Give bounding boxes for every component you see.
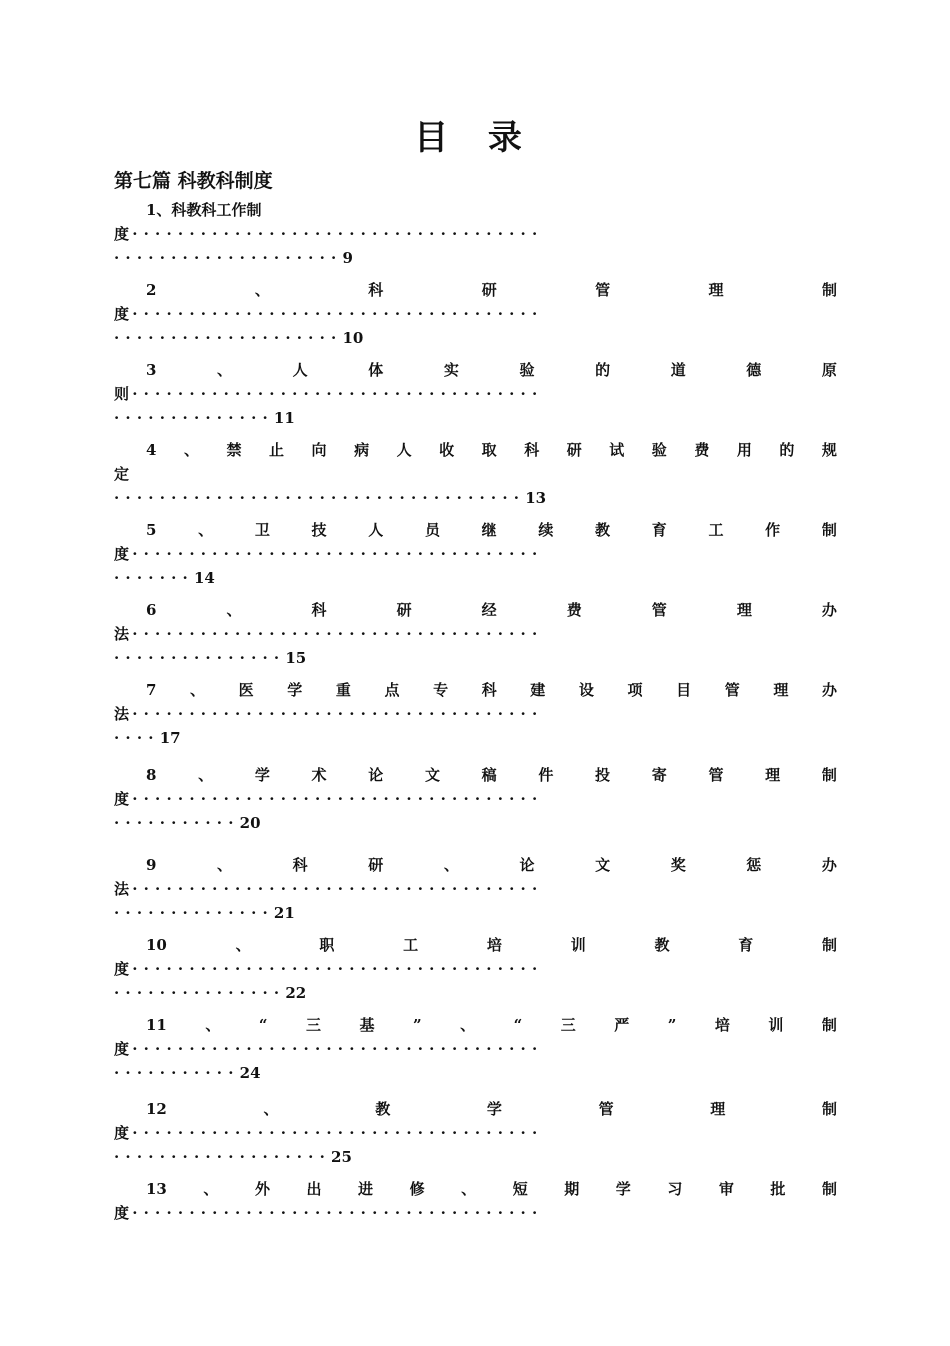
toc-entry-title xyxy=(114,1177,837,1201)
toc-entry-title-tail: 法 xyxy=(114,880,133,898)
leader-dots: ···································· xyxy=(132,225,544,243)
toc-entry-title-part: 、 xyxy=(183,441,199,459)
toc-entry-title-part: 育 xyxy=(738,936,754,954)
toc-entry-title-part: 奖 xyxy=(670,856,686,874)
toc-entry-title-part: 用 xyxy=(736,441,752,459)
toc-entry-title-part: 管 xyxy=(595,281,611,299)
toc-entry-title-part: 、 xyxy=(217,856,233,874)
toc-entry-title-part: 出 xyxy=(306,1180,322,1198)
page-number: 22 xyxy=(285,984,307,1002)
toc-entry-title-part: 制 xyxy=(821,766,837,784)
toc-entry-title-part: 继 xyxy=(481,521,497,539)
toc-entry-title-part: 体 xyxy=(368,361,384,379)
toc-entry-title-part: 经 xyxy=(481,601,497,619)
toc-entry-title-part: 1、科教科工作制 xyxy=(146,201,262,219)
toc-entry-title-part: 外 xyxy=(254,1180,270,1198)
leader-dots: ·············· xyxy=(114,904,274,922)
toc-entry-title-part: 制 xyxy=(821,1016,837,1034)
toc-entry-title-part: 验 xyxy=(519,361,535,379)
toc-entry-title-part: 文 xyxy=(424,766,440,784)
toc-entry-title-part: 、 xyxy=(226,601,242,619)
toc-entry-title-part: 理 xyxy=(708,281,724,299)
leader-dots: ···································· xyxy=(132,1204,544,1222)
leader-dots: ···················· xyxy=(114,329,343,347)
toc-entry-title-tail: 法 xyxy=(114,625,133,643)
toc-entry-title-part: 止 xyxy=(269,441,285,459)
toc-entry-title-part: 制 xyxy=(821,281,837,299)
toc-entry-title-part: 理 xyxy=(736,601,752,619)
leader-dots: ···································· xyxy=(132,305,544,323)
page-number: 17 xyxy=(159,729,181,747)
toc-entry-title-part: 人 xyxy=(396,441,412,459)
toc-entry-title xyxy=(114,598,837,622)
toc-entry-title-part: 论 xyxy=(519,856,535,874)
leader-dots: ··················· xyxy=(114,1148,332,1166)
toc-entry-title-part: 惩 xyxy=(746,856,762,874)
toc-entry-title-part: 科 xyxy=(292,856,308,874)
toc-entry-title-part: 、 xyxy=(217,361,233,379)
toc-entry-title-part: 管 xyxy=(724,681,740,699)
leader-dots: ··········· xyxy=(114,814,240,832)
toc-entry-title-part: 育 xyxy=(651,521,667,539)
leader-dots: ·············· xyxy=(114,409,274,427)
toc-entry-title-part: 、 xyxy=(205,1016,221,1034)
toc-entry[interactable] xyxy=(114,933,837,1005)
toc-entry-title-part: 7 xyxy=(146,681,157,699)
toc-entry-title-part: 病 xyxy=(354,441,370,459)
page-number: 9 xyxy=(342,249,353,267)
toc-entry-title-part: 修 xyxy=(409,1180,425,1198)
toc-entry[interactable] xyxy=(114,518,837,590)
toc-entry-title-part: 学 xyxy=(615,1180,631,1198)
toc-entry-title-part: 2 xyxy=(146,281,157,299)
toc-entry-title-part: 、 xyxy=(190,681,206,699)
page-number: 21 xyxy=(273,904,295,922)
toc-entry[interactable] xyxy=(114,278,837,350)
toc-entry-title-tail: 则 xyxy=(114,385,133,403)
toc-entry-title-part: 医 xyxy=(238,681,254,699)
toc-entry-title-part: 稿 xyxy=(481,766,497,784)
toc-entry-title-part: 理 xyxy=(765,766,781,784)
toc-entry-title-part: 学 xyxy=(287,681,303,699)
leader-dots: ···································· xyxy=(132,385,544,403)
toc-entry-title-part: 研 xyxy=(396,601,412,619)
page-number: 25 xyxy=(331,1148,352,1166)
toc-entry-title-part: 验 xyxy=(651,441,667,459)
toc-entry-title-part: 期 xyxy=(564,1180,580,1198)
toc-entry-title-part: 向 xyxy=(311,441,327,459)
leader-dots: ···································· xyxy=(114,489,526,507)
toc-entry-title-part: 习 xyxy=(667,1180,683,1198)
toc-entry-title-part: 、 xyxy=(198,766,214,784)
toc-entry-title-part: 人 xyxy=(368,521,384,539)
toc-entry[interactable] xyxy=(114,438,837,510)
toc-entry-title-part: 规 xyxy=(821,441,837,459)
toc-entry-title-part: 取 xyxy=(481,441,497,459)
page-number: 20 xyxy=(239,814,261,832)
toc-entry-title-part: “ xyxy=(258,1016,268,1034)
toc-entry-title-part: 教 xyxy=(654,936,670,954)
leader-dots: ···················· xyxy=(114,249,343,267)
toc-entry-title-part: 教 xyxy=(595,521,611,539)
toc-entry-title-part: 科 xyxy=(481,681,497,699)
leader-dots: ···································· xyxy=(132,1040,544,1058)
toc-entry-title-part: 8 xyxy=(146,766,157,784)
leader-dots: ··············· xyxy=(114,984,286,1002)
page-number: 13 xyxy=(525,489,547,507)
toc-entry-title-part: 制 xyxy=(821,936,837,954)
toc-entry-title xyxy=(114,933,837,957)
toc-entry-title-part: 4 xyxy=(146,441,157,459)
toc-entry-title-part: 审 xyxy=(718,1180,734,1198)
toc-entry-title-part: 重 xyxy=(335,681,351,699)
toc-entry-title-part: 11 xyxy=(146,1016,167,1034)
toc-entry-title-part: 德 xyxy=(746,361,762,379)
toc-entry[interactable] xyxy=(114,853,837,925)
page-number: 24 xyxy=(239,1064,261,1082)
toc-entry-title-part: 管 xyxy=(651,601,667,619)
toc-entry-title-part: 作 xyxy=(765,521,781,539)
toc-entry-title-part: 学 xyxy=(254,766,270,784)
toc-entry-title-part: 专 xyxy=(433,681,449,699)
toc-entry-title xyxy=(114,1097,837,1121)
section-heading: 第七篇 科教科制度 xyxy=(114,170,273,192)
toc-entry-title-part: 理 xyxy=(773,681,789,699)
toc-entry-title-part: 研 xyxy=(481,281,497,299)
toc-entry-title-part: 原 xyxy=(821,361,837,379)
toc-entry-title-tail: 法 xyxy=(114,705,133,723)
leader-dots: ···································· xyxy=(132,790,544,808)
toc-entry-title-part: 办 xyxy=(821,681,837,699)
page-number: 14 xyxy=(193,569,215,587)
toc-entry-title-part: ” xyxy=(667,1016,677,1034)
toc-entry-title xyxy=(114,1013,837,1037)
leader-dots: ···································· xyxy=(132,705,544,723)
toc-entry[interactable] xyxy=(114,678,837,750)
toc-entry-title-part: 制 xyxy=(821,1180,837,1198)
leader-dots: ···· xyxy=(114,729,160,747)
toc-entry-title-part: 、 xyxy=(443,856,459,874)
toc-entry-title-part: 试 xyxy=(609,441,625,459)
toc-entry-title-part: 训 xyxy=(768,1016,784,1034)
toc-entry-title-part: 理 xyxy=(710,1100,726,1118)
toc-entry-title-part: 批 xyxy=(770,1180,786,1198)
toc-entry-title xyxy=(114,518,837,542)
toc-entry-title-tail: 度 xyxy=(114,1124,133,1142)
leader-dots: ··············· xyxy=(114,649,286,667)
toc-entry-title-part: 的 xyxy=(779,441,795,459)
toc-entry-title-part: 培 xyxy=(714,1016,730,1034)
toc-entry-title-part: 研 xyxy=(566,441,582,459)
toc-entry-title-part: 管 xyxy=(598,1100,614,1118)
toc-entry-title-part: 卫 xyxy=(254,521,270,539)
toc-entry-title-part: 论 xyxy=(368,766,384,784)
toc-entry-title-tail: 度 xyxy=(114,305,133,323)
toc-entry-title-part: 建 xyxy=(530,681,546,699)
toc-entry-title xyxy=(114,198,837,222)
toc-entry-title-part: 设 xyxy=(578,681,594,699)
page-number: 15 xyxy=(285,649,307,667)
toc-entry-title-part: 人 xyxy=(292,361,308,379)
toc-entry-title-part: “ xyxy=(513,1016,523,1034)
toc-entry-title-part: 三 xyxy=(560,1016,576,1034)
page-number: 10 xyxy=(342,329,364,347)
toc-entry-title-part: 办 xyxy=(821,856,837,874)
toc-entry-title-tail: 度 xyxy=(114,960,133,978)
leader-dots: ···································· xyxy=(132,625,544,643)
toc-entry-title-part: 、 xyxy=(203,1180,219,1198)
toc-entry-title xyxy=(114,278,837,302)
toc-entry-title-part: 工 xyxy=(403,936,419,954)
toc-entry-title-part: 投 xyxy=(595,766,611,784)
toc-entry-title-part: 科 xyxy=(524,441,540,459)
toc-entry-title-part: 严 xyxy=(614,1016,630,1034)
toc-entry[interactable] xyxy=(114,358,837,430)
toc-entry-title-part: 、 xyxy=(461,1180,477,1198)
toc-entry-title-part: 基 xyxy=(359,1016,375,1034)
toc-entry-title-part: 、 xyxy=(198,521,214,539)
toc-entry-title-part: 研 xyxy=(368,856,384,874)
toc-entry-title-part: 科 xyxy=(368,281,384,299)
toc-entry-title-part: 训 xyxy=(570,936,586,954)
toc-entry[interactable] xyxy=(114,198,837,270)
toc-entry-title-tail: 定 xyxy=(114,465,133,483)
toc-entry-title-part: 管 xyxy=(708,766,724,784)
toc-entry-title xyxy=(114,678,837,702)
toc-entry-title-part: 三 xyxy=(305,1016,321,1034)
toc-entry-title xyxy=(114,438,837,462)
toc-entry-title-part: 工 xyxy=(708,521,724,539)
toc-entry-title-part: 件 xyxy=(538,766,554,784)
toc-entry[interactable] xyxy=(114,1177,837,1225)
toc-entry-title-tail: 度 xyxy=(114,545,133,563)
toc-entry-title-part: 教 xyxy=(375,1100,391,1118)
toc-entry-title-part: 道 xyxy=(670,361,686,379)
toc-entry-title-part: 6 xyxy=(146,601,157,619)
toc-entry-title-part: 术 xyxy=(311,766,327,784)
toc-entry-title-tail: 度 xyxy=(114,790,133,808)
toc-entry-title-part: 科 xyxy=(311,601,327,619)
toc-entry-title-part: 职 xyxy=(319,936,335,954)
leader-dots: ···································· xyxy=(132,960,544,978)
toc-entry-title-part: 寄 xyxy=(651,766,667,784)
toc-entry-title-part: 技 xyxy=(311,521,327,539)
toc-entry-title-part: 、 xyxy=(254,281,270,299)
toc-entry-title-part: 、 xyxy=(263,1100,279,1118)
toc-entry-title-part: 进 xyxy=(358,1180,374,1198)
toc-entry-title-part: 办 xyxy=(821,601,837,619)
toc-entry-title-part: 13 xyxy=(146,1180,167,1198)
toc-entry-title-tail: 度 xyxy=(114,1040,133,1058)
toc-entry-title-part: 10 xyxy=(146,936,167,954)
toc-entry[interactable] xyxy=(114,763,837,835)
toc-entry-title-part: 目 xyxy=(676,681,692,699)
toc-entry-title-part: 项 xyxy=(627,681,643,699)
toc-entry-title-part: 短 xyxy=(512,1180,528,1198)
toc-entry[interactable] xyxy=(114,1097,837,1169)
toc-entry-title-part: ” xyxy=(412,1016,422,1034)
toc-entry-title-part: 5 xyxy=(146,521,157,539)
toc-entry-title-part: 12 xyxy=(146,1100,167,1118)
leader-dots: ······· xyxy=(114,569,194,587)
toc-entry[interactable] xyxy=(114,598,837,670)
leader-dots: ···································· xyxy=(132,1124,544,1142)
toc-entry-title-part: 收 xyxy=(439,441,455,459)
toc-entry-title-part: 、 xyxy=(235,936,251,954)
leader-dots: ···································· xyxy=(132,545,544,563)
toc-entry-title-part: 点 xyxy=(384,681,400,699)
toc-entry-title-part: 的 xyxy=(595,361,611,379)
toc-entry-title-part: 员 xyxy=(424,521,440,539)
toc-entry-title xyxy=(114,763,837,787)
toc-entry-title-part: 培 xyxy=(486,936,502,954)
leader-dots: ···································· xyxy=(132,880,544,898)
toc-entry-title-part: 9 xyxy=(146,856,157,874)
toc-entry-title-part: 文 xyxy=(595,856,611,874)
toc-entry-title-part: 禁 xyxy=(226,441,242,459)
page-title: 目 录 xyxy=(414,118,536,158)
toc-entry-title-part: 制 xyxy=(821,521,837,539)
toc-entry-title-part: 续 xyxy=(538,521,554,539)
page-number: 11 xyxy=(273,409,295,427)
toc-entry-title-part: 实 xyxy=(443,361,459,379)
toc-entry-title-part: 制 xyxy=(821,1100,837,1118)
toc-entry-title-part: 费 xyxy=(566,601,582,619)
toc-entry-title-part: 学 xyxy=(486,1100,502,1118)
toc-entry-title-part: 费 xyxy=(694,441,710,459)
toc-entry[interactable] xyxy=(114,1013,837,1085)
toc-entry-title xyxy=(114,358,837,382)
leader-dots: ··········· xyxy=(114,1064,240,1082)
toc-entry-title-part: 3 xyxy=(146,361,157,379)
toc-entry-title-tail: 度 xyxy=(114,1204,133,1222)
toc-entry-title-tail: 度 xyxy=(114,225,133,243)
toc-entry-title-part: 、 xyxy=(460,1016,476,1034)
toc-entry-title xyxy=(114,853,837,877)
